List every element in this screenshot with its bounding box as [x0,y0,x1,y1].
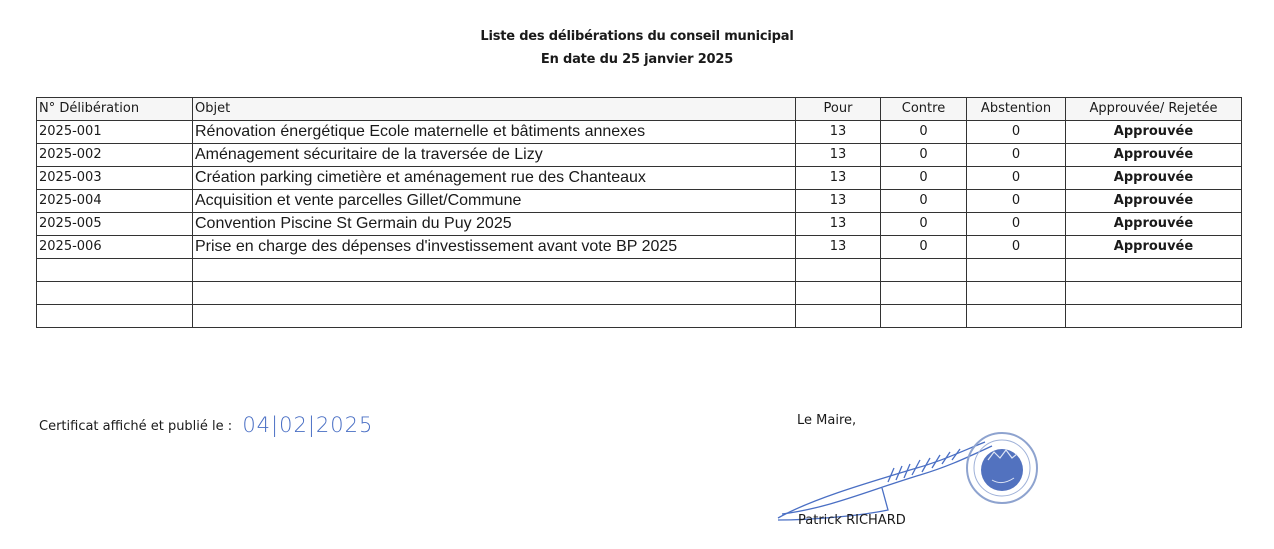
certificate-label: Certificat affiché et publié le : [39,419,233,434]
votes-for: 13 [796,213,881,236]
document-subtitle-date: En date du 25 janvier 2025 [540,52,734,67]
table-row [37,213,1242,236]
table-row [37,144,1242,167]
signature-icon [778,442,992,520]
column-header-number: N° Délibération [37,98,193,121]
deliberation-object: Acquisition et vente parcelles Gillet/Commune [193,190,796,213]
empty-cell [193,282,796,305]
empty-cell [1066,282,1242,305]
empty-cell [37,282,193,305]
town-seal-stamp-icon [967,433,1037,503]
votes-for: 13 [796,167,881,190]
votes-abstention: 0 [967,167,1066,190]
deliberation-object: Prise en charge des dépenses d'investissement avant vote BP 2025 [193,236,796,259]
empty-table-row [37,259,1242,282]
handwritten-publication-date: 04|02|2025 [242,413,374,437]
empty-cell [967,305,1066,328]
empty-cell [881,282,967,305]
votes-abstention: 0 [967,213,1066,236]
empty-cell [967,282,1066,305]
table-row [37,121,1242,144]
column-header-for: Pour [796,98,881,121]
votes-abstention: 0 [967,236,1066,259]
votes-against: 0 [881,121,967,144]
status-badge: Approuvée [1066,213,1242,236]
status-badge: Approuvée [1066,190,1242,213]
mayor-name: Patrick RICHARD [798,513,906,528]
table-row [37,167,1242,190]
status-badge: Approuvée [1066,144,1242,167]
deliberation-number: 2025-001 [37,121,193,144]
empty-cell [796,259,881,282]
deliberation-number: 2025-003 [37,167,193,190]
empty-cell [881,305,967,328]
status-badge: Approuvée [1066,236,1242,259]
column-header-object: Objet [193,98,796,121]
table-row [37,190,1242,213]
deliberation-object: Rénovation énergétique Ecole maternelle et bâtiments annexes [193,121,796,144]
deliberation-object: Aménagement sécuritaire de la traversée de Lizy [193,144,796,167]
status-badge: Approuvée [1066,121,1242,144]
votes-for: 13 [796,236,881,259]
table-row [37,236,1242,259]
empty-cell [881,259,967,282]
column-header-against: Contre [881,98,967,121]
publication-certificate [39,413,373,437]
column-header-abstention: Abstention [967,98,1066,121]
empty-cell [796,282,881,305]
empty-table-row [37,282,1242,305]
document-title: Liste des délibérations du conseil municipal [480,29,794,44]
table-header-row [37,98,1242,121]
deliberations-table [36,97,1242,328]
votes-abstention: 0 [967,190,1066,213]
empty-cell [37,305,193,328]
deliberation-number: 2025-004 [37,190,193,213]
deliberation-number: 2025-005 [37,213,193,236]
votes-against: 0 [881,236,967,259]
votes-for: 13 [796,144,881,167]
status-badge: Approuvée [1066,167,1242,190]
deliberation-object: Création parking cimetière et aménagement rue des Chanteaux [193,167,796,190]
votes-against: 0 [881,167,967,190]
votes-abstention: 0 [967,144,1066,167]
empty-cell [796,305,881,328]
votes-against: 0 [881,213,967,236]
empty-cell [193,305,796,328]
votes-for: 13 [796,121,881,144]
empty-table-row [37,305,1242,328]
empty-cell [37,259,193,282]
mayor-label: Le Maire, [797,413,857,428]
deliberation-object: Convention Piscine St Germain du Puy 2025 [193,213,796,236]
votes-for: 13 [796,190,881,213]
column-header-status: Approuvée/ Rejetée [1066,98,1242,121]
votes-abstention: 0 [967,121,1066,144]
empty-cell [193,259,796,282]
empty-cell [967,259,1066,282]
empty-cell [1066,305,1242,328]
deliberation-number: 2025-002 [37,144,193,167]
votes-against: 0 [881,190,967,213]
votes-against: 0 [881,144,967,167]
deliberation-number: 2025-006 [37,236,193,259]
empty-cell [1066,259,1242,282]
